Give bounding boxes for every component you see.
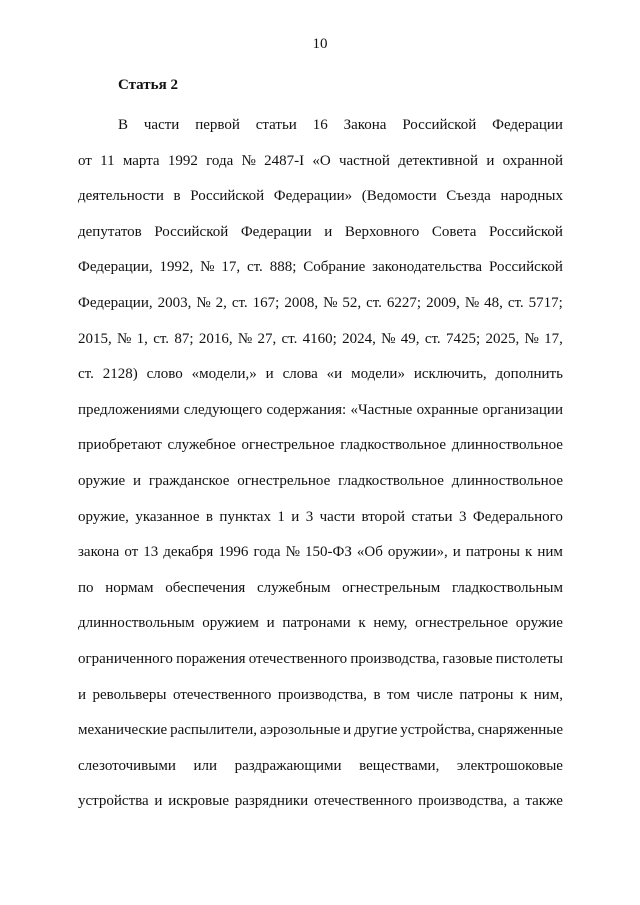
text-line: Федерации, 1992, № 17, ст. 888; Собрание законодательства Российской [78, 259, 563, 276]
text-line: закона от 13 декабря 1996 года № 150-ФЗ «Об оружии», и патроны к ним [78, 544, 563, 561]
text-line: В части первой статьи 16 Закона Российской Федерации [118, 117, 563, 133]
text-line: Федерации, 2003, № 2, ст. 167; 2008, № 52, ст. 6227; 2009, № 48, ст. 5717; [78, 294, 563, 311]
text-line: длинноствольным оружием и патронами к нему, огнестрельное оружие [78, 615, 563, 632]
text-line: ограниченного поражения отечественного производства, газовые пистолеты [78, 650, 563, 667]
page-number: 10 [312, 36, 328, 52]
text-line: 2015, № 1, ст. 87; 2016, № 27, ст. 4160; 2024, № 49, ст. 7425; 2025, № 17, [78, 330, 563, 347]
text-line: оружие и гражданское огнестрельное гладкоствольное длинноствольное [78, 472, 563, 489]
text-line: от 11 марта 1992 года № 2487-I «О частной детективной и охранной [78, 152, 563, 169]
text-line: депутатов Российской Федерации и Верховного Совета Российской [78, 223, 563, 240]
text-line: устройства и искровые разрядники отечественного производства, а также [78, 793, 563, 810]
text-line: механические распылители, аэрозольные и другие устройства, снаряженные [78, 722, 563, 739]
text-line: и револьверы отечественного производства, в том числе патроны к ним, [78, 686, 563, 703]
text-line: ст. 2128) слово «модели,» и слова «и модели» исключить, дополнить [78, 366, 563, 383]
text-line: предложениями следующего содержания: «Частные охранные организации [78, 401, 563, 418]
text-line: слезоточивыми или раздражающими веществами, электрошоковые [78, 757, 563, 774]
text-line: по нормам обеспечения служебным огнестрельным гладкоствольным [78, 579, 563, 596]
article-body [78, 108, 563, 820]
text-line: деятельности в Российской Федерации» (Ведомости Съезда народных [78, 188, 563, 205]
article-heading: Статья 2 [118, 77, 178, 93]
text-line: приобретают служебное огнестрельное гладкоствольное длинноствольное [78, 437, 563, 454]
text-line: оружие, указанное в пунктах 1 и 3 части второй статьи 3 Федерального [78, 508, 563, 525]
